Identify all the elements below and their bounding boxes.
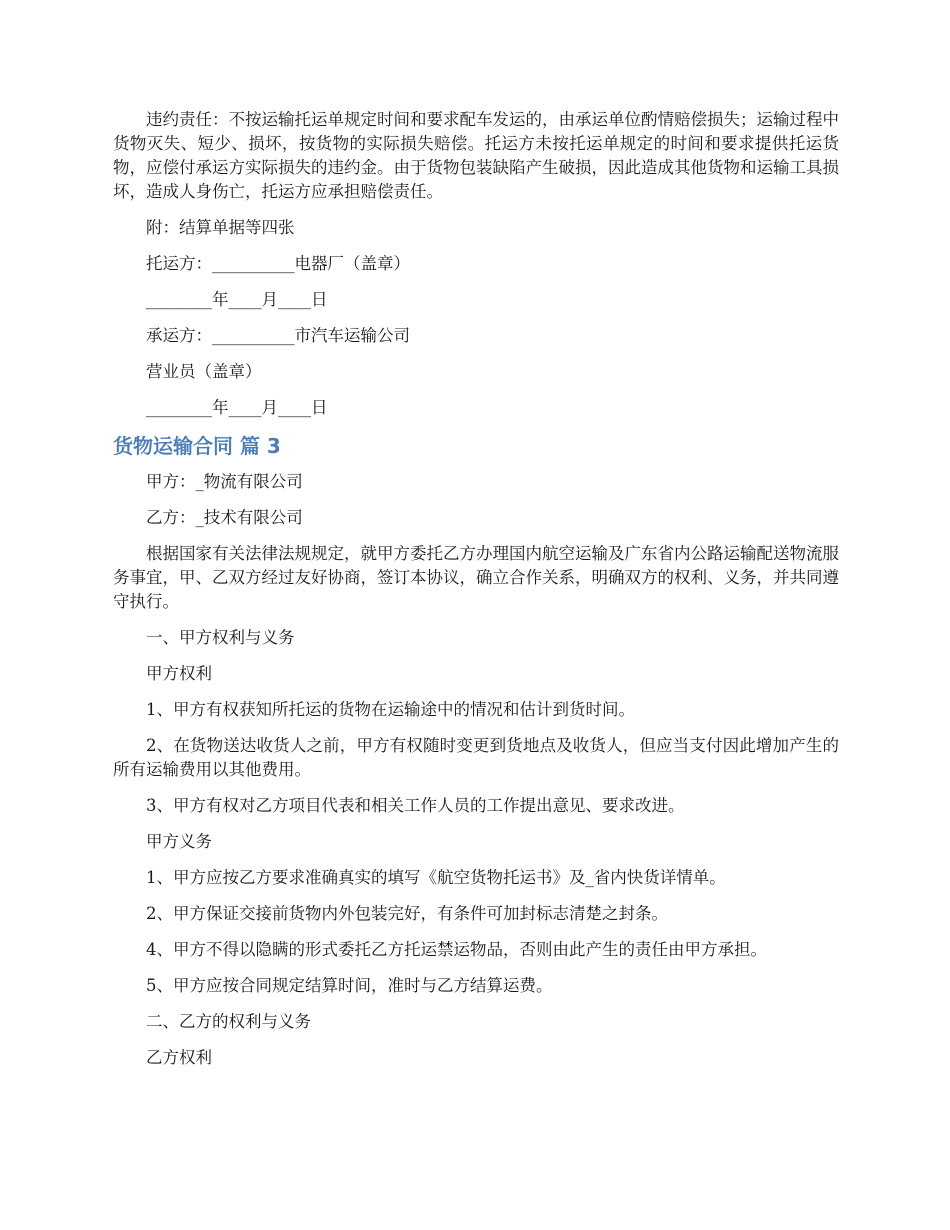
section-heading: 货物运输合同 篇 3: [113, 434, 281, 458]
clause-item: 5、甲方应按合同规定结算时间，准时与乙方结算运费。: [146, 976, 553, 995]
clause-item: 1、甲方有权获知所托运的货物在运输途中的情况和估计到货时间。: [146, 700, 635, 719]
clause-item: 3、甲方有权对乙方项目代表和相关工作人员的工作提出意见、要求改进。: [146, 796, 685, 815]
attachment-line: 附：结算单据等四张: [146, 218, 295, 237]
liability-paragraph: 违约责任：不按运输托运单规定时间和要求配车发运的，由承运单位酌情赔偿损失；运输过程中货物灭失、短少、损坏，按货物的实际损失赔偿。托运方未按托运单规定的时间和要求提供托运货物，应偿付承运方实际损失的违约金。由于货物包装缺陷产生破损，因此造成其他货物和运输工具损坏，造成人身伤亡，托运方应承担赔偿责任。: [113, 110, 839, 201]
date-line: ________年____月____日: [146, 398, 328, 417]
document-page: [113, 108, 839, 1082]
date-line: ________年____月____日: [146, 290, 328, 309]
party-a-line: 甲方：_物流有限公司: [146, 472, 303, 491]
clause-item: 1、甲方应按乙方要求准确真实的填写《航空货物托运书》及_省内快货详情单。: [146, 868, 726, 887]
subsection-title: 甲方义务: [146, 832, 212, 851]
subsection-title: 甲方权利: [146, 664, 212, 683]
section-title: 二、乙方的权利与义务: [146, 1012, 311, 1031]
clause-item: 2、在货物送达收货人之前，甲方有权随时变更到货地点及收货人，但应当支付因此增加产生的所有运输费用以其他费用。: [113, 736, 839, 779]
salesperson-line: 营业员（盖章）: [146, 362, 262, 381]
party-b-line: 乙方：_技术有限公司: [146, 508, 303, 527]
intro-paragraph: 根据国家有关法律法规规定，就甲方委托乙方办理国内航空运输及广东省内公路运输配送物流服务事宜，甲、乙双方经过友好协商，签订本协议，确立合作关系，明确双方的权利、义务，并共同遵守执行。: [113, 544, 839, 611]
clause-item: 2、甲方保证交接前货物内外包装完好，有条件可加封标志清楚之封条。: [146, 904, 668, 923]
shipper-line: 托运方：__________电器厂（盖章）: [146, 254, 410, 273]
subsection-title: 乙方权利: [146, 1048, 212, 1067]
carrier-line: 承运方：__________市汽车运输公司: [146, 326, 410, 345]
section-title: 一、甲方权利与义务: [146, 628, 295, 647]
clause-item: 4、甲方不得以隐瞒的形式委托乙方托运禁运物品，否则由此产生的责任由甲方承担。: [146, 940, 767, 959]
